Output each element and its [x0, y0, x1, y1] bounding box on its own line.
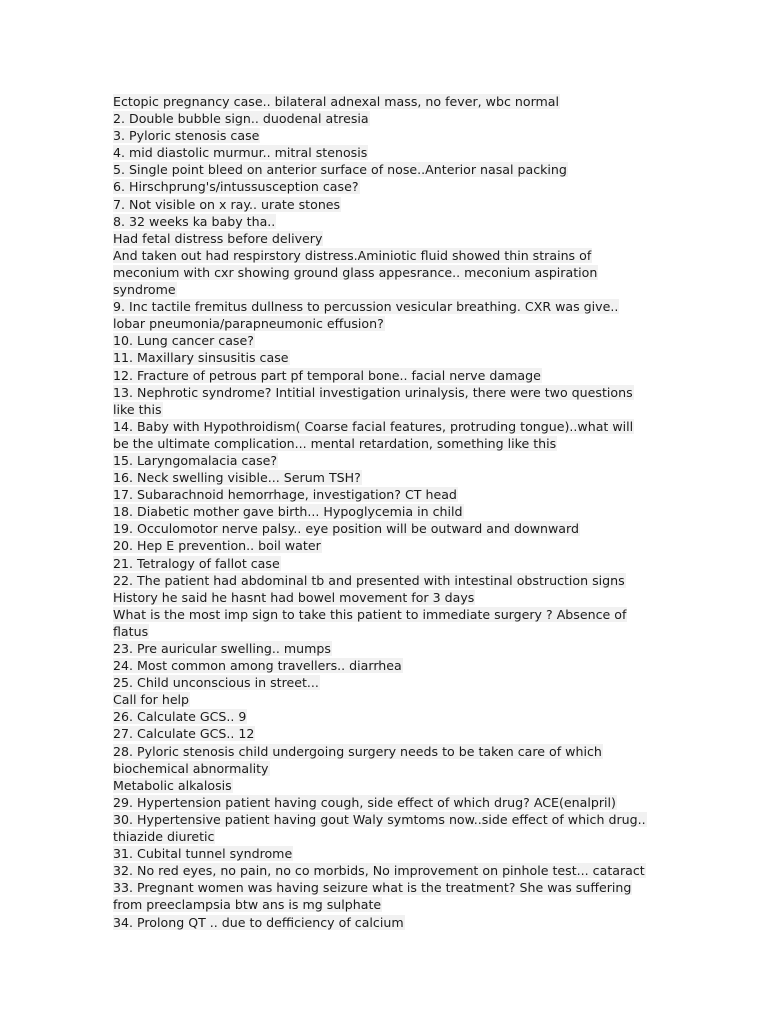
text-line-content: 12. Fracture of petrous part pf temporal bone.. facial nerve damage	[113, 367, 541, 383]
text-line	[113, 93, 713, 110]
text-line	[113, 811, 713, 828]
text-line-content: meconium with cxr showing ground glass appesrance.. meconium aspiration	[113, 264, 598, 280]
text-line-content: 18. Diabetic mother gave birth... Hypoglycemia in child	[113, 504, 463, 520]
text-line	[113, 401, 713, 418]
text-line	[113, 862, 713, 879]
text-line	[113, 537, 713, 554]
text-line-content: Call for help	[113, 692, 190, 708]
text-line-content: Had fetal distress before delivery	[113, 230, 323, 246]
text-line-content: 8. 32 weeks ka baby tha..	[113, 213, 276, 229]
text-line-content: 25. Child unconscious in street...	[113, 675, 319, 691]
text-line-content: And taken out had respirstory distress.Aminiotic fluid showed thin strains of	[113, 247, 592, 263]
text-line-content: 33. Pregnant women was having seizure what is the treatment? She was suffering	[113, 880, 632, 896]
text-line-content: 7. Not visible on x ray.. urate stones	[113, 196, 341, 212]
text-line	[113, 743, 713, 760]
text-line-content: 30. Hypertensive patient having gout Waly symtoms now..side effect of which drug..	[113, 811, 646, 827]
text-line-content: 9. Inc tactile fremitus dullness to percussion vesicular breathing. CXR was give..	[113, 299, 619, 315]
text-line	[113, 845, 713, 862]
text-line	[113, 110, 713, 127]
text-line-content: 11. Maxillary sinsusitis case	[113, 350, 289, 366]
text-line	[113, 486, 713, 503]
text-line-content: History he said he hasnt had bowel movement for 3 days	[113, 589, 475, 605]
text-line	[113, 572, 713, 589]
text-line-content: 15. Laryngomalacia case?	[113, 452, 278, 468]
text-line-content: 4. mid diastolic murmur.. mitral stenosis	[113, 145, 368, 161]
text-line	[113, 213, 713, 230]
text-line	[113, 281, 713, 298]
text-line	[113, 674, 713, 691]
text-line	[113, 435, 713, 452]
text-line	[113, 178, 713, 195]
text-line	[113, 777, 713, 794]
text-line-content: 3. Pyloric stenosis case	[113, 128, 260, 144]
text-line-content: like this	[113, 401, 162, 417]
text-line	[113, 332, 713, 349]
text-line-content: Metabolic alkalosis	[113, 777, 232, 793]
text-line-content: 27. Calculate GCS.. 12	[113, 726, 255, 742]
text-line-content: 32. No red eyes, no pain, no co morbids, No improvement on pinhole test... cataract	[113, 863, 645, 879]
text-line	[113, 657, 713, 674]
text-line-content: lobar pneumonia/parapneumonic effusion?	[113, 316, 384, 332]
text-line-content: 2. Double bubble sign.. duodenal atresia	[113, 111, 369, 127]
text-line	[113, 315, 713, 332]
document-text	[113, 93, 713, 931]
text-line-content: be the ultimate complication... mental retardation, something like this	[113, 435, 557, 451]
text-line	[113, 914, 713, 931]
text-line-content: 29. Hypertension patient having cough, side effect of which drug? ACE(enalpril)	[113, 794, 616, 810]
text-line-content: 6. Hirschprung's/intussusception case?	[113, 179, 359, 195]
text-line-content: Ectopic pregnancy case.. bilateral adnexal mass, no fever, wbc normal	[113, 94, 560, 109]
text-line	[113, 896, 713, 913]
text-line-content: from preeclampsia btw ans is mg sulphate	[113, 897, 382, 913]
text-line	[113, 161, 713, 178]
text-line-content: 16. Neck swelling visible... Serum TSH?	[113, 470, 361, 486]
text-line	[113, 469, 713, 486]
text-line-content: What is the most imp sign to take this patient to immediate surgery ? Absence of	[113, 606, 627, 622]
text-line	[113, 127, 713, 144]
text-line	[113, 794, 713, 811]
text-line	[113, 879, 713, 896]
text-line-content: 31. Cubital tunnel syndrome	[113, 846, 293, 862]
text-line-content: 34. Prolong QT .. due to defficiency of calcium	[113, 914, 404, 930]
text-line-content: 23. Pre auricular swelling.. mumps	[113, 641, 331, 656]
text-line	[113, 298, 713, 315]
text-line-content: flatus	[113, 623, 149, 639]
text-line-content: 10. Lung cancer case?	[113, 333, 254, 349]
text-line	[113, 725, 713, 742]
text-line-content: syndrome	[113, 282, 176, 298]
text-line	[113, 623, 713, 640]
text-line	[113, 264, 713, 281]
text-line-content: 5. Single point bleed on anterior surface of nose..Anterior nasal packing	[113, 162, 567, 178]
text-line-content: 28. Pyloric stenosis child undergoing surgery needs to be taken care of which	[113, 743, 602, 759]
text-line	[113, 691, 713, 708]
text-line	[113, 349, 713, 366]
text-line-content: 20. Hep E prevention.. boil water	[113, 538, 321, 554]
text-line	[113, 384, 713, 401]
text-line-content: biochemical abnormality	[113, 760, 269, 776]
text-line-content: 17. Subarachnoid hemorrhage, investigation? CT head	[113, 487, 457, 503]
text-line-content: thiazide diuretic	[113, 829, 215, 845]
text-line	[113, 144, 713, 161]
text-line	[113, 589, 713, 606]
text-line	[113, 520, 713, 537]
text-line	[113, 247, 713, 264]
text-line	[113, 828, 713, 845]
text-line	[113, 606, 713, 623]
text-line-content: 13. Nephrotic syndrome? Intitial investigation urinalysis, there were two questions	[113, 384, 633, 400]
text-line	[113, 418, 713, 435]
text-line	[113, 503, 713, 520]
text-line	[113, 760, 713, 777]
text-line-content: 21. Tetralogy of fallot case	[113, 555, 280, 571]
text-line	[113, 640, 713, 657]
text-line	[113, 555, 713, 572]
text-line	[113, 367, 713, 384]
text-line-content: 22. The patient had abdominal tb and presented with intestinal obstruction signs	[113, 572, 625, 588]
text-line-content: 26. Calculate GCS.. 9	[113, 709, 247, 725]
text-line	[113, 230, 713, 247]
text-line-content: 24. Most common among travellers.. diarrhea	[113, 658, 402, 674]
text-line-content: 14. Baby with Hypothroidism( Coarse facial features, protruding tongue)..what will	[113, 418, 634, 434]
text-line	[113, 196, 713, 213]
text-line-content: 19. Occulomotor nerve palsy.. eye position will be outward and downward	[113, 521, 579, 537]
text-line	[113, 452, 713, 469]
text-line	[113, 708, 713, 725]
